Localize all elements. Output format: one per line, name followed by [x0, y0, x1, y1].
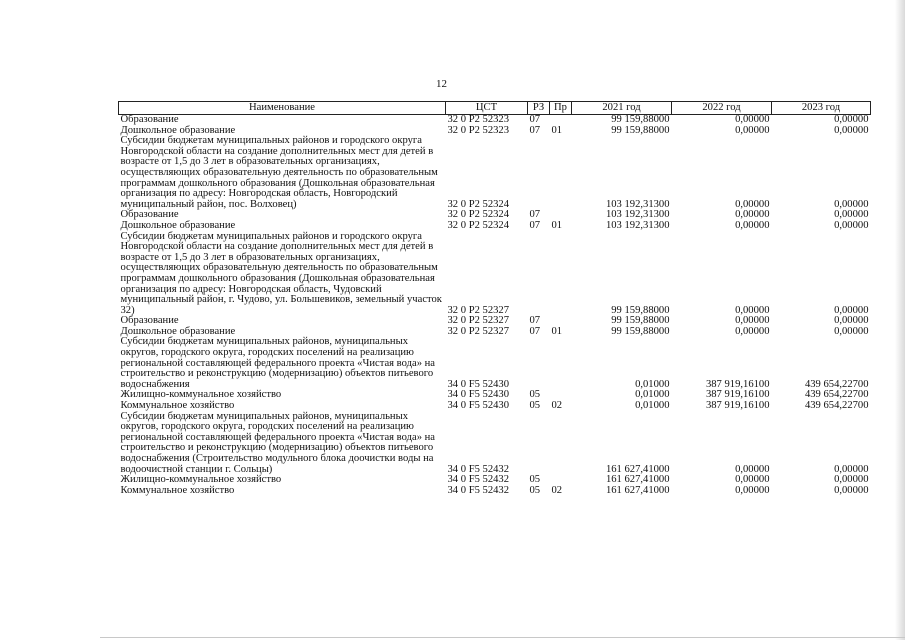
cell-rz: 05: [529, 389, 541, 401]
scan-bottom-line: [100, 637, 905, 638]
cell-name: Коммунальное хозяйство: [120, 484, 235, 496]
cell-name: Дошкольное образование: [120, 325, 236, 337]
cell-cst: 34 0 F5 52432: [447, 474, 510, 486]
cell-name: Субсидии бюджетам муниципальных районов, муниципальных округов, городского округа, городских поселений на реализацию региональной составляющей федерального проекта «Чистая вода» на строительство и реконструкцию (модернизацию) объектов питьевого водоснабжения: [120, 336, 436, 390]
cell-cst: 32 0 Р2 52323: [447, 114, 510, 125]
cell-pr: [550, 115, 572, 126]
scan-edge-shadow: [895, 0, 905, 640]
cell-cst: 32 0 Р2 52324: [447, 198, 510, 210]
cell-rz: 07: [529, 209, 541, 221]
cell-2023: 0,00000: [834, 463, 869, 475]
header-2021: 2021 год: [572, 102, 672, 115]
cell-name: Дошкольное образование: [120, 124, 236, 136]
cell-2022: 0,00000: [735, 484, 770, 496]
header-cst: ЦСТ: [446, 102, 528, 115]
cell-2022: 0,00000: [735, 114, 770, 125]
cell-2023: 0,00000: [834, 198, 869, 210]
table-row: [119, 136, 871, 210]
cell-2021: 99 159,88000: [611, 315, 670, 327]
cell-cst: 34 0 F5 52430: [447, 389, 510, 401]
cell-2022: 0,00000: [735, 474, 770, 486]
cell-2022: 0,00000: [735, 124, 770, 136]
cell-rz: 05: [529, 474, 541, 486]
cell-2021: 161 627,41000: [605, 463, 670, 475]
table-row: [119, 337, 871, 390]
cell-2023: 0,00000: [834, 484, 869, 496]
cell-2022: 387 919,16100: [705, 378, 770, 390]
cell-2021: 99 159,88000: [611, 325, 670, 337]
cell-2022: 0,00000: [735, 315, 770, 327]
cell-pr: [550, 136, 572, 210]
table-row: [119, 115, 871, 126]
cell-2021: 161 627,41000: [605, 484, 670, 496]
cell-2021: 0,01000: [635, 378, 670, 390]
cell-2022: 0,00000: [735, 325, 770, 337]
cell-cst: 32 0 Р2 52324: [447, 219, 510, 231]
cell-2023: 0,00000: [834, 304, 869, 316]
cell-pr: 01: [551, 219, 563, 231]
cell-cst: 34 0 F5 52432: [447, 463, 510, 475]
cell-2023: 0,00000: [834, 315, 869, 327]
cell-rz: [528, 337, 550, 390]
header-2022: 2022 год: [672, 102, 772, 115]
cell-cst: 32 0 Р2 52323: [447, 124, 510, 136]
cell-name: Образование: [120, 209, 179, 221]
cell-2021: 0,01000: [635, 389, 670, 401]
cell-pr: [550, 337, 572, 390]
page-number: 12: [436, 78, 447, 90]
table-row: [119, 232, 871, 317]
cell-2021: 0,01000: [635, 400, 670, 412]
cell-pr: 01: [551, 124, 563, 136]
cell-name: Образование: [120, 114, 179, 125]
cell-2022: 0,00000: [735, 198, 770, 210]
header-name: Наименование: [119, 102, 446, 115]
cell-2023: 0,00000: [834, 219, 869, 231]
cell-2021: 103 192,31300: [605, 198, 670, 210]
cell-rz: [528, 412, 550, 476]
cell-2021: 99 159,88000: [611, 304, 670, 316]
cell-pr: 02: [551, 484, 563, 496]
cell-2023: 439 654,22700: [804, 389, 869, 401]
budget-table: [118, 101, 871, 496]
cell-rz: 07: [529, 315, 541, 327]
cell-cst: 34 0 F5 52430: [447, 400, 510, 412]
cell-cst: 34 0 F5 52430: [447, 378, 510, 390]
cell-2023: 439 654,22700: [804, 400, 869, 412]
header-rz: РЗ: [528, 102, 550, 115]
cell-2022: 0,00000: [735, 463, 770, 475]
cell-name: Образование: [120, 315, 179, 327]
cell-2022: 0,00000: [735, 219, 770, 231]
cell-2022: 387 919,16100: [705, 389, 770, 401]
cell-rz: 07: [529, 325, 541, 337]
header-2023: 2023 год: [772, 102, 871, 115]
cell-pr: [550, 232, 572, 317]
cell-cst: 34 0 F5 52432: [447, 484, 510, 496]
header-pr: Пр: [550, 102, 572, 115]
cell-2021: 99 159,88000: [611, 114, 670, 125]
cell-cst: 32 0 Р2 52324: [447, 209, 510, 221]
cell-name: Коммунальное хозяйство: [120, 400, 235, 412]
cell-2023: 439 654,22700: [804, 378, 869, 390]
cell-cst: 32 0 Р2 52327: [447, 315, 510, 327]
cell-2022: 0,00000: [735, 304, 770, 316]
cell-2023: 0,00000: [834, 209, 869, 221]
cell-name: Субсидии бюджетам муниципальных районов и городского округа Новгородской области на создание дополнительных мест для детей в возрасте от 1,5 до 3 лет в образовательных организациях, осуществляющих образовательную деятельность по образовательным программам дошкольного образования (Дошкольная образовательная организация по адресу: Новгородская область, Чудовский муниципальный район, г. Чудово, ул. Большевиков, земельный участок 32): [120, 230, 442, 316]
cell-rz: [528, 136, 550, 210]
cell-2021: 99 159,88000: [611, 124, 670, 136]
cell-2021: 103 192,31300: [605, 209, 670, 221]
cell-rz: 07: [529, 114, 541, 125]
cell-pr: [550, 412, 572, 476]
cell-2023: 0,00000: [834, 114, 869, 125]
table-row: [119, 221, 871, 232]
table-header-row: [119, 102, 871, 115]
cell-2022: 0,00000: [735, 209, 770, 221]
cell-name: Дошкольное образование: [120, 219, 236, 231]
cell-name: Жилищно-коммунальное хозяйство: [120, 474, 282, 486]
cell-2021: 103 192,31300: [605, 219, 670, 231]
cell-pr: 01: [551, 325, 563, 337]
cell-name: Жилищно-коммунальное хозяйство: [120, 389, 282, 401]
table-row: [119, 486, 871, 497]
cell-rz: 05: [529, 484, 541, 496]
cell-rz: 07: [529, 124, 541, 136]
cell-rz: 07: [529, 219, 541, 231]
cell-pr: 02: [551, 400, 563, 412]
cell-2023: 0,00000: [834, 124, 869, 136]
table-row: [119, 412, 871, 476]
cell-2022: 387 919,16100: [705, 400, 770, 412]
cell-name: Субсидии бюджетам муниципальных районов и городского округа Новгородской области на создание дополнительных мест для детей в возрасте от 1,5 до 3 лет в образовательных организациях, осуществляющих образовательную деятельность по образовательным программам дошкольного образования (Дошкольная образовательная организация по адресу: Новгородская область, Новгородский муниципальный район, пос. Волховец): [120, 135, 438, 210]
cell-rz: 05: [529, 400, 541, 412]
cell-rz: [528, 232, 550, 317]
cell-2023: 0,00000: [834, 325, 869, 337]
cell-cst: 32 0 Р2 52327: [447, 325, 510, 337]
cell-2021: 161 627,41000: [605, 474, 670, 486]
cell-name: Субсидии бюджетам муниципальных районов, муниципальных округов, городского округа, городских поселений на реализацию региональной составляющей федерального проекта «Чистая вода» на строительство и реконструкцию (модернизацию) объектов питьевого водоснабжения (Строительство модульного блока доочистки воды на водоочистной станции г. Сольцы): [120, 410, 436, 475]
cell-cst: 32 0 Р2 52327: [447, 304, 510, 316]
cell-2023: 0,00000: [834, 474, 869, 486]
